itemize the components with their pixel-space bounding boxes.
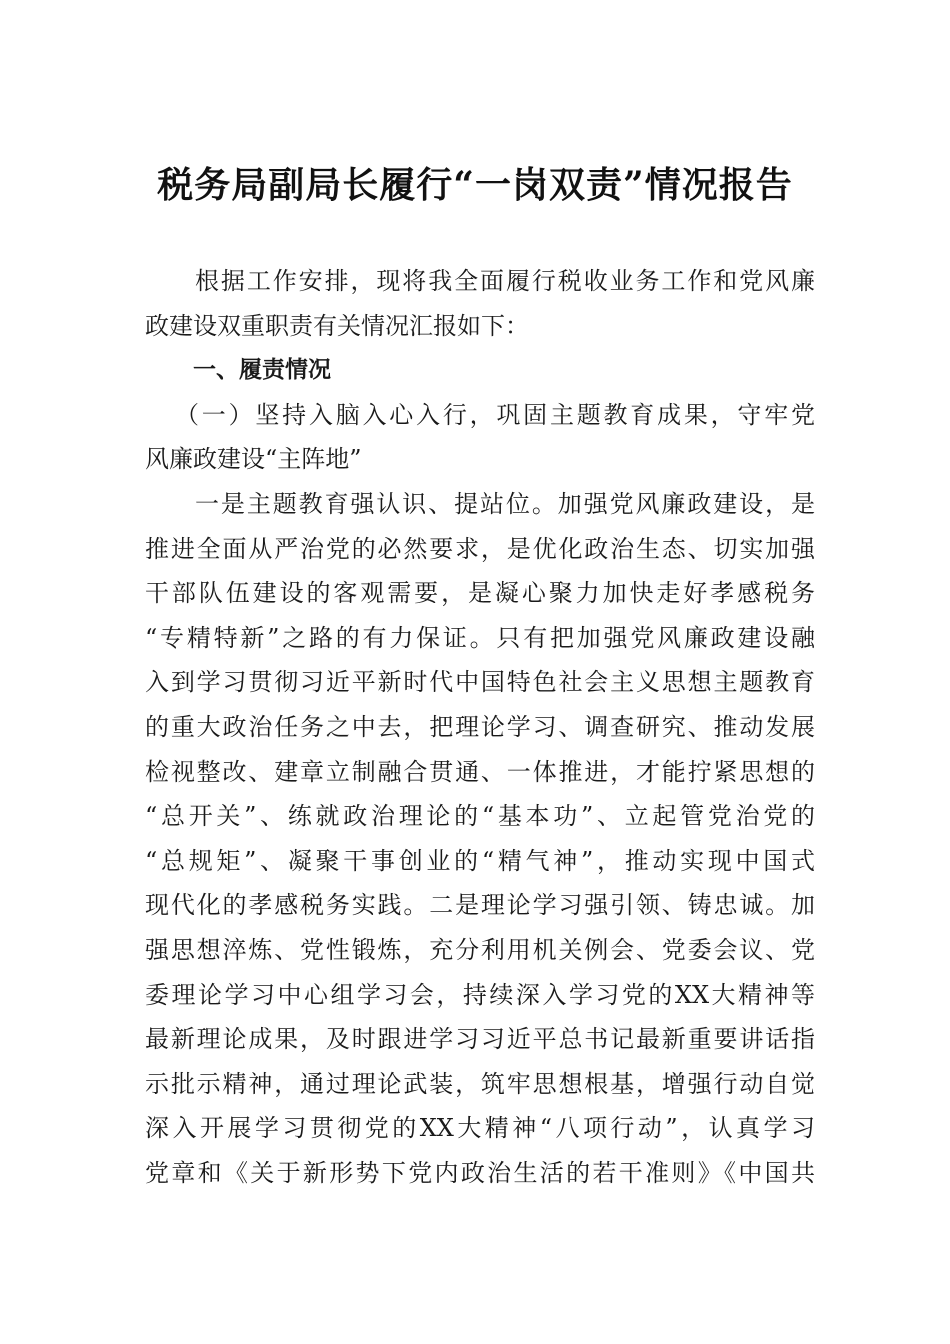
paragraph-line: “总开关”、练就政治理论的“基本功”、立起管党治党的 xyxy=(145,802,815,831)
paragraph-line: “专精特新”之路的有力保证。只有把加强党风廉政建设融 xyxy=(145,623,815,652)
paragraph-line: 示批示精神，通过理论武装，筑牢思想根基，增强行动自觉 xyxy=(145,1069,815,1098)
paragraph-line: 的重大政治任务之中去，把理论学习、调查研究、推动发展 xyxy=(145,712,815,741)
subsection-heading-line: 风廉政建设“主阵地” xyxy=(145,445,362,474)
section-heading: 一、履责情况 xyxy=(193,357,331,384)
paragraph-line: 根据工作安排，现将我全面履行税收业务工作和党风廉 xyxy=(195,267,815,295)
paragraph-line: 最新理论成果，及时跟进学习习近平总书记最新重要讲话指 xyxy=(145,1025,815,1054)
document-title: 税务局副局长履行“一岗双责”情况报告 xyxy=(157,164,793,206)
paragraph-line: 干部队伍建设的客观需要，是凝心聚力加快走好孝感税务 xyxy=(145,579,815,608)
paragraph-line: 现代化的孝感税务实践。二是理论学习强引领、铸忠诚。加 xyxy=(145,891,815,920)
paragraph-line: “总规矩”、凝聚干事创业的“精气神”，推动实现中国式 xyxy=(145,846,815,875)
paragraph-line: 党章和《关于新形势下党内政治生活的若干准则》《中国共 xyxy=(145,1158,815,1187)
document-body xyxy=(145,259,815,1195)
paragraph-line: 政建设双重职责有关情况汇报如下： xyxy=(145,311,529,340)
paragraph-line: 强思想淬炼、党性锻炼，充分利用机关例会、党委会议、党 xyxy=(145,935,815,964)
paragraph-line: 一是主题教育强认识、提站位。加强党风廉政建设，是 xyxy=(195,489,815,518)
subsection-heading-line: （一）坚持入脑入心入行，巩固主题教育成果，守牢党 xyxy=(175,400,815,429)
paragraph-line: 入到学习贯彻习近平新时代中国特色社会主义思想主题教育 xyxy=(145,668,815,697)
paragraph-line: 深入开展学习贯彻党的XX大精神“八项行动”，认真学习 xyxy=(145,1114,815,1143)
paragraph-line: 推进全面从严治党的必然要求，是优化政治生态、切实加强 xyxy=(145,534,815,563)
paragraph-line: 委理论学习中心组学习会，持续深入学习党的XX大精神等 xyxy=(145,980,815,1009)
paragraph-line: 检视整改、建章立制融合贯通、一体推进，才能拧紧思想的 xyxy=(145,757,815,786)
